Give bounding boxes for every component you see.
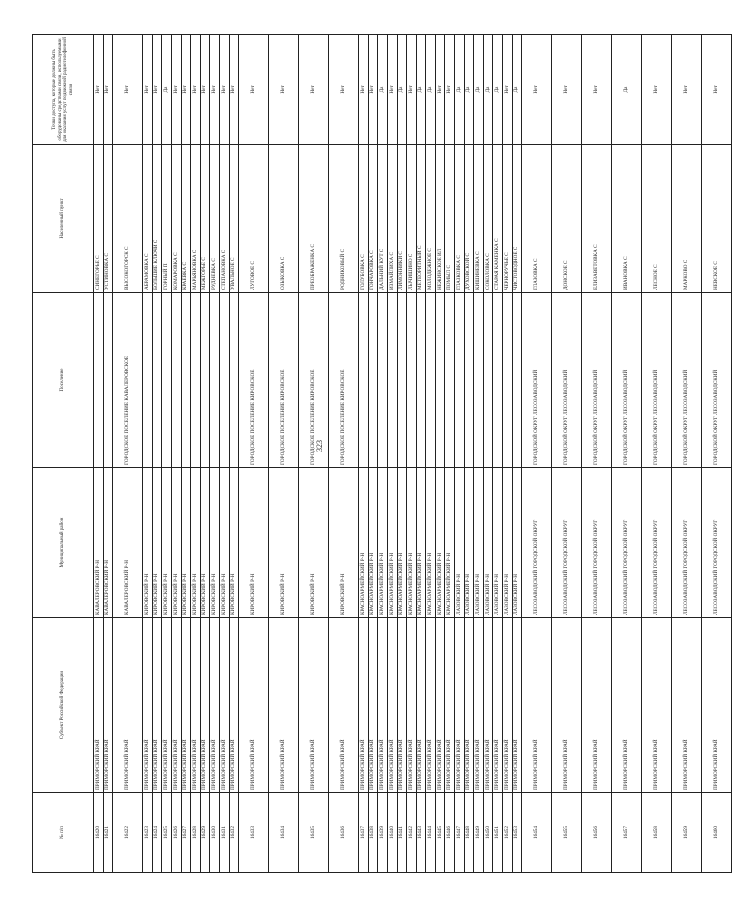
- cell-subject: ПРИМОРСКИЙ КРАЙ: [152, 618, 162, 793]
- cell-access: Нет: [407, 35, 417, 145]
- cell-settlement: [191, 293, 201, 468]
- cell-access: Да: [493, 35, 503, 145]
- cell-district: ЛЕСОЗАВОДСКИЙ ГОРОДСКОЙ ОКРУГ: [522, 468, 552, 618]
- cell-settlement: [171, 293, 181, 468]
- cell-num: 16457: [612, 793, 642, 873]
- cell-locality: ЛУГОВОЕ С: [239, 145, 269, 293]
- cell-access: Нет: [94, 35, 104, 145]
- table-row: [416, 35, 426, 873]
- cell-subject: ПРИМОРСКИЙ КРАЙ: [702, 618, 732, 793]
- cell-district: КРАСНОАРМЕЙСКИЙ Р-Н: [387, 468, 397, 618]
- cell-district: ЛЕСОЗАВОДСКИЙ ГОРОДСКОЙ ОКРУГ: [642, 468, 672, 618]
- cell-locality: СТАРАЯ КАМЕНКА С: [493, 145, 503, 293]
- cell-settlement: [503, 293, 513, 468]
- cell-district: КРАСНОАРМЕЙСКИЙ Р-Н: [397, 468, 407, 618]
- cell-num: 16454: [522, 793, 552, 873]
- cell-access: Нет: [552, 35, 582, 145]
- cell-settlement: [143, 293, 153, 468]
- cell-district: КИРОВСКИЙ Р-Н: [181, 468, 191, 618]
- table-row: [474, 35, 484, 873]
- cell-district: ЛАЗОВСКИЙ Р-Н: [483, 468, 493, 618]
- table-row: [464, 35, 474, 873]
- cell-locality: ДОНСКОЕ С: [552, 145, 582, 293]
- cell-settlement: ГОРОДСКОЕ ПОСЕЛЕНИЕ КИРОВСКОЕ: [299, 293, 329, 468]
- cell-access: Нет: [171, 35, 181, 145]
- cell-access: Нет: [359, 35, 369, 145]
- cell-settlement: [162, 293, 172, 468]
- cell-settlement: [152, 293, 162, 468]
- cell-subject: ПРИМОРСКИЙ КРАЙ: [229, 618, 239, 793]
- cell-num: 16430: [210, 793, 220, 873]
- cell-district: ЛЕСОЗАВОДСКИЙ ГОРОДСКОЙ ОКРУГ: [672, 468, 702, 618]
- cell-settlement: [445, 293, 455, 468]
- cell-access: Да: [612, 35, 642, 145]
- cell-num: 16435: [299, 793, 329, 873]
- cell-subject: ПРИМОРСКИЙ КРАЙ: [483, 618, 493, 793]
- cell-access: Нет: [143, 35, 153, 145]
- cell-num: 16429: [200, 793, 210, 873]
- cell-district: КИРОВСКИЙ Р-Н: [171, 468, 181, 618]
- table-row: [642, 35, 672, 873]
- cell-num: 16444: [426, 793, 436, 873]
- cell-settlement: ГОРОДСКОЙ ОКРУГ ЛЕСОЗАВОДСКИЙ: [612, 293, 642, 468]
- cell-settlement: [359, 293, 369, 468]
- cell-subject: ПРИМОРСКИЙ КРАЙ: [162, 618, 172, 793]
- cell-district: КИРОВСКИЙ Р-Н: [200, 468, 210, 618]
- cell-subject: ПРИМОРСКИЙ КРАЙ: [582, 618, 612, 793]
- cell-num: 16449: [474, 793, 484, 873]
- cell-district: ЛАЗОВСКИЙ Р-Н: [493, 468, 503, 618]
- table-row: [552, 35, 582, 873]
- cell-num: 16453: [512, 793, 522, 873]
- cell-settlement: ГОРОДСКОЙ ОКРУГ ЛЕСОЗАВОДСКИЙ: [552, 293, 582, 468]
- cell-locality: ГОНЧАРОВКА С: [368, 145, 378, 293]
- cell-district: КИРОВСКИЙ Р-Н: [219, 468, 229, 618]
- cell-subject: ПРИМОРСКИЙ КРАЙ: [435, 618, 445, 793]
- table-row: [483, 35, 493, 873]
- cell-subject: ПРИМОРСКИЙ КРАЙ: [239, 618, 269, 793]
- table-row: [426, 35, 436, 873]
- cell-subject: ПРИМОРСКИЙ КРАЙ: [387, 618, 397, 793]
- cell-num: 16441: [397, 793, 407, 873]
- cell-district: ЛАЗОВСКИЙ Р-Н: [512, 468, 522, 618]
- cell-locality: УВАЛЬНОЕ С: [229, 145, 239, 293]
- table-row: [445, 35, 455, 873]
- cell-locality: ГОРНЫЙ П: [162, 145, 172, 293]
- cell-access: Нет: [702, 35, 732, 145]
- cell-subject: ПРИМОРСКИЙ КРАЙ: [512, 618, 522, 793]
- cell-access: Нет: [329, 35, 359, 145]
- cell-num: 16439: [378, 793, 388, 873]
- locality-table: [32, 34, 732, 873]
- cell-access: Нет: [435, 35, 445, 145]
- table-row: [582, 35, 612, 873]
- cell-district: КИРОВСКИЙ Р-Н: [191, 468, 201, 618]
- cell-subject: ПРИМОРСКИЙ КРАЙ: [103, 618, 113, 793]
- cell-locality: КИШИНЕВКА С: [474, 145, 484, 293]
- cell-subject: ПРИМОРСКИЙ КРАЙ: [416, 618, 426, 793]
- cell-subject: ПРИМОРСКИЙ КРАЙ: [191, 618, 201, 793]
- cell-subject: ПРИМОРСКИЙ КРАЙ: [269, 618, 299, 793]
- header-access: Точки доступа, которые должны быть оборудованы средствами связи, используемыми для оказания услуг подвижной радиотелефонной связи: [33, 35, 94, 145]
- table-row: [219, 35, 229, 873]
- cell-settlement: ГОРОДСКОЕ ПОСЕЛЕНИЕ КИРОВСКОЕ: [269, 293, 299, 468]
- cell-access: Нет: [269, 35, 299, 145]
- cell-settlement: [219, 293, 229, 468]
- cell-locality: СИНЕГОРЬЕ С: [94, 145, 104, 293]
- cell-num: 16460: [702, 793, 732, 873]
- cell-locality: МЕЖГОРЬЕ С: [200, 145, 210, 293]
- cell-district: ЛЕСОЗАВОДСКИЙ ГОРОДСКОЙ ОКРУГ: [582, 468, 612, 618]
- cell-access: Нет: [103, 35, 113, 145]
- cell-num: 16426: [171, 793, 181, 873]
- cell-district: КРАСНОАРМЕЙСКИЙ Р-Н: [407, 468, 417, 618]
- table-row: [299, 35, 329, 873]
- cell-num: 16455: [552, 793, 582, 873]
- cell-subject: ПРИМОРСКИЙ КРАЙ: [210, 618, 220, 793]
- cell-district: КРАСНОАРМЕЙСКИЙ Р-Н: [435, 468, 445, 618]
- cell-locality: ЛИМОННИКИ С: [397, 145, 407, 293]
- cell-locality: ГЛАЗОВКА С: [522, 145, 552, 293]
- cell-locality: РУДНЕВКА С: [210, 145, 220, 293]
- cell-settlement: [407, 293, 417, 468]
- cell-locality: ЕЛИЗАВЕТОВКА С: [582, 145, 612, 293]
- cell-settlement: [210, 293, 220, 468]
- table-row: [522, 35, 552, 873]
- cell-access: Нет: [368, 35, 378, 145]
- cell-access: Да: [512, 35, 522, 145]
- table-row: [702, 35, 732, 873]
- cell-access: Нет: [181, 35, 191, 145]
- cell-subject: ПРИМОРСКИЙ КРАЙ: [474, 618, 484, 793]
- cell-settlement: [378, 293, 388, 468]
- cell-subject: ПРИМОРСКИЙ КРАЙ: [612, 618, 642, 793]
- cell-access: Нет: [642, 35, 672, 145]
- cell-district: КИРОВСКИЙ Р-Н: [162, 468, 172, 618]
- header-district: Муниципальный район: [33, 468, 94, 618]
- cell-access: Нет: [113, 35, 143, 145]
- table-row: [229, 35, 239, 873]
- cell-locality: МЕТЕОРИТНЫЙ С: [416, 145, 426, 293]
- cell-num: 16436: [329, 793, 359, 873]
- cell-locality: НЕЖИНСКОЕ ИЛ: [435, 145, 445, 293]
- cell-settlement: [94, 293, 104, 468]
- cell-num: 16434: [269, 793, 299, 873]
- cell-subject: ПРИМОРСКИЙ КРАЙ: [426, 618, 436, 793]
- cell-access: Нет: [210, 35, 220, 145]
- cell-subject: ПРИМОРСКИЙ КРАЙ: [672, 618, 702, 793]
- cell-access: Да: [426, 35, 436, 145]
- cell-access: Нет: [582, 35, 612, 145]
- cell-settlement: [416, 293, 426, 468]
- cell-settlement: [181, 293, 191, 468]
- cell-num: 16437: [359, 793, 369, 873]
- cell-subject: ПРИМОРСКИЙ КРАЙ: [171, 618, 181, 793]
- cell-locality: ПОМЫЛ С: [445, 145, 455, 293]
- cell-locality: ВЫСОКОГОРСК С: [113, 145, 143, 293]
- cell-subject: ПРИМОРСКИЙ КРАЙ: [397, 618, 407, 793]
- cell-access: Нет: [503, 35, 513, 145]
- table-row: [493, 35, 503, 873]
- cell-locality: ГОЛУБОВКА С: [359, 145, 369, 293]
- cell-district: КИРОВСКИЙ Р-Н: [143, 468, 153, 618]
- table-row: [171, 35, 181, 873]
- cell-subject: ПРИМОРСКИЙ КРАЙ: [219, 618, 229, 793]
- cell-settlement: ГОРОДСКОЙ ОКРУГ ЛЕСОЗАВОДСКИЙ: [702, 293, 732, 468]
- cell-access: Да: [464, 35, 474, 145]
- cell-locality: ЧЕРНОРУЧЬЕ С: [503, 145, 513, 293]
- table-row: [210, 35, 220, 873]
- cell-locality: ЧИСТОВОДНОЕ С: [512, 145, 522, 293]
- cell-subject: ПРИМОРСКИЙ КРАЙ: [407, 618, 417, 793]
- cell-access: Нет: [387, 35, 397, 145]
- cell-subject: ПРИМОРСКИЙ КРАЙ: [503, 618, 513, 793]
- cell-num: 16442: [407, 793, 417, 873]
- cell-access: Нет: [445, 35, 455, 145]
- cell-locality: БОЛЬШИЕ КЛЮЧИ С: [152, 145, 162, 293]
- page-number: 323: [315, 440, 324, 452]
- cell-settlement: [435, 293, 445, 468]
- cell-settlement: [464, 293, 474, 468]
- table-row: [94, 35, 104, 873]
- cell-district: КИРОВСКИЙ Р-Н: [229, 468, 239, 618]
- cell-subject: ПРИМОРСКИЙ КРАЙ: [143, 618, 153, 793]
- cell-settlement: ГОРОДСКОЕ ПОСЕЛЕНИЕ КИРОВСКОЕ: [239, 293, 269, 468]
- cell-access: Нет: [152, 35, 162, 145]
- table-row: [103, 35, 113, 873]
- cell-subject: ПРИМОРСКИЙ КРАЙ: [378, 618, 388, 793]
- cell-num: 16447: [455, 793, 465, 873]
- rotated-table-container: [32, 35, 720, 873]
- cell-num: 16427: [181, 793, 191, 873]
- cell-settlement: [483, 293, 493, 468]
- cell-locality: ДУХОВСКОЙ С: [464, 145, 474, 293]
- cell-num: 16443: [416, 793, 426, 873]
- cell-num: 16458: [642, 793, 672, 873]
- cell-settlement: ГОРОДСКОЙ ОКРУГ ЛЕСОЗАВОДСКИЙ: [582, 293, 612, 468]
- cell-num: 16451: [493, 793, 503, 873]
- cell-district: КИРОВСКИЙ Р-Н: [329, 468, 359, 618]
- table-row: [113, 35, 143, 873]
- cell-access: Нет: [219, 35, 229, 145]
- cell-num: 16422: [113, 793, 143, 873]
- cell-settlement: [493, 293, 503, 468]
- cell-locality: ИЗМАЙЛИХА С: [387, 145, 397, 293]
- cell-locality: НЕВСКОЕ С: [702, 145, 732, 293]
- table-row: [407, 35, 417, 873]
- cell-locality: ЛЫЧИШИНО С: [407, 145, 417, 293]
- header-num: № п/п: [33, 793, 94, 873]
- cell-district: ЛАЗОВСКИЙ Р-Н: [464, 468, 474, 618]
- cell-locality: ЛЕСНОЕ С: [642, 145, 672, 293]
- cell-settlement: [512, 293, 522, 468]
- cell-locality: ПРЕОБРАЖЕНКА С: [299, 145, 329, 293]
- cell-access: Да: [455, 35, 465, 145]
- cell-district: КРАСНОАРМЕЙСКИЙ Р-Н: [359, 468, 369, 618]
- cell-locality: ДАЛЬНИЙ КУТ С: [378, 145, 388, 293]
- cell-locality: АБРАМОВКА С: [143, 145, 153, 293]
- cell-district: ЛЕСОЗАВОДСКИЙ ГОРОДСКОЙ ОКРУГ: [552, 468, 582, 618]
- cell-locality: МОЛОДЕЖНОЕ С: [426, 145, 436, 293]
- cell-locality: СОКОЛОВКА С: [483, 145, 493, 293]
- cell-district: КИРОВСКИЙ Р-Н: [299, 468, 329, 618]
- cell-access: Да: [483, 35, 493, 145]
- cell-num: 16425: [162, 793, 172, 873]
- cell-locality: УСТИНОВКА С: [103, 145, 113, 293]
- cell-locality: КОМАРОВКА С: [171, 145, 181, 293]
- cell-num: 16420: [94, 793, 104, 873]
- cell-district: КАВАЛЕРОВСКИЙ Р-Н: [94, 468, 104, 618]
- cell-num: 16433: [239, 793, 269, 873]
- cell-num: 16440: [387, 793, 397, 873]
- cell-access: Да: [378, 35, 388, 145]
- cell-access: Да: [416, 35, 426, 145]
- table-body: [94, 35, 732, 873]
- table-row: [329, 35, 359, 873]
- table-row: [162, 35, 172, 873]
- cell-subject: ПРИМОРСКИЙ КРАЙ: [359, 618, 369, 793]
- header-locality: Населенный пункт: [33, 145, 94, 293]
- cell-district: КАВАЛЕРОВСКИЙ Р-Н: [113, 468, 143, 618]
- cell-district: КИРОВСКИЙ Р-Н: [269, 468, 299, 618]
- cell-num: 16424: [152, 793, 162, 873]
- cell-num: 16423: [143, 793, 153, 873]
- cell-district: ЛЕСОЗАВОДСКИЙ ГОРОДСКОЙ ОКРУГ: [612, 468, 642, 618]
- cell-num: 16445: [435, 793, 445, 873]
- cell-access: Нет: [229, 35, 239, 145]
- cell-subject: ПРИМОРСКИЙ КРАЙ: [200, 618, 210, 793]
- cell-subject: ПРИМОРСКИЙ КРАЙ: [113, 618, 143, 793]
- cell-settlement: [387, 293, 397, 468]
- cell-district: ЛЕСОЗАВОДСКИЙ ГОРОДСКОЙ ОКРУГ: [702, 468, 732, 618]
- cell-locality: РОДНИКОВЫЙ С: [329, 145, 359, 293]
- cell-settlement: ГОРОДСКОЙ ОКРУГ ЛЕСОЗАВОДСКИЙ: [522, 293, 552, 468]
- cell-district: КИРОВСКИЙ Р-Н: [210, 468, 220, 618]
- cell-num: 16452: [503, 793, 513, 873]
- cell-access: Да: [397, 35, 407, 145]
- table-row: [359, 35, 369, 873]
- cell-access: Нет: [672, 35, 702, 145]
- cell-num: 16446: [445, 793, 455, 873]
- cell-num: 16431: [219, 793, 229, 873]
- cell-subject: ПРИМОРСКИЙ КРАЙ: [299, 618, 329, 793]
- cell-settlement: [103, 293, 113, 468]
- table-row: [191, 35, 201, 873]
- table-row: [368, 35, 378, 873]
- cell-district: ЛАЗОВСКИЙ Р-Н: [455, 468, 465, 618]
- cell-subject: ПРИМОРСКИЙ КРАЙ: [642, 618, 672, 793]
- cell-settlement: ГОРОДСКОЕ ПОСЕЛЕНИЕ КАВАЛЕРОВСКОЕ: [113, 293, 143, 468]
- cell-subject: ПРИМОРСКИЙ КРАЙ: [455, 618, 465, 793]
- cell-district: КИРОВСКИЙ Р-Н: [152, 468, 162, 618]
- cell-district: КРАСНОАРМЕЙСКИЙ Р-Н: [426, 468, 436, 618]
- table-row: [143, 35, 153, 873]
- cell-district: ЛАЗОВСКИЙ Р-Н: [503, 468, 513, 618]
- cell-access: Нет: [200, 35, 210, 145]
- table-row: [455, 35, 465, 873]
- table-row: [397, 35, 407, 873]
- cell-settlement: [229, 293, 239, 468]
- cell-settlement: ГОРОДСКОЙ ОКРУГ ЛЕСОЗАВОДСКИЙ: [672, 293, 702, 468]
- cell-access: Да: [162, 35, 172, 145]
- cell-settlement: [368, 293, 378, 468]
- cell-settlement: [200, 293, 210, 468]
- table-row: [672, 35, 702, 873]
- cell-num: 16438: [368, 793, 378, 873]
- cell-access: Нет: [522, 35, 552, 145]
- table-row: [269, 35, 299, 873]
- table-row: [152, 35, 162, 873]
- cell-district: КАВАЛЕРОВСКИЙ Р-Н: [103, 468, 113, 618]
- table-row: [612, 35, 642, 873]
- cell-subject: ПРИМОРСКИЙ КРАЙ: [522, 618, 552, 793]
- cell-settlement: [455, 293, 465, 468]
- cell-access: Нет: [239, 35, 269, 145]
- cell-locality: СТЕПАНОВКА С: [219, 145, 229, 293]
- cell-subject: ПРИМОРСКИЙ КРАЙ: [181, 618, 191, 793]
- cell-locality: ГЛАЗКОВКА С: [455, 145, 465, 293]
- cell-access: Да: [474, 35, 484, 145]
- cell-district: КРАСНОАРМЕЙСКИЙ Р-Н: [378, 468, 388, 618]
- table-row: [503, 35, 513, 873]
- cell-district: КИРОВСКИЙ Р-Н: [239, 468, 269, 618]
- cell-num: 16450: [483, 793, 493, 873]
- cell-subject: ПРИМОРСКИЙ КРАЙ: [368, 618, 378, 793]
- cell-locality: КРАЕВКА С: [181, 145, 191, 293]
- table-row: [435, 35, 445, 873]
- cell-locality: МАРКОВО С: [672, 145, 702, 293]
- cell-subject: ПРИМОРСКИЙ КРАЙ: [552, 618, 582, 793]
- cell-num: 16428: [191, 793, 201, 873]
- table-row: [378, 35, 388, 873]
- cell-locality: МАРЬЯНОВКА С: [191, 145, 201, 293]
- cell-subject: ПРИМОРСКИЙ КРАЙ: [329, 618, 359, 793]
- cell-subject: ПРИМОРСКИЙ КРАЙ: [493, 618, 503, 793]
- header-subject: Субъект Российской Федерации: [33, 618, 94, 793]
- cell-settlement: ГОРОДСКОЕ ПОСЕЛЕНИЕ КИРОВСКОЕ: [329, 293, 359, 468]
- table-row: [512, 35, 522, 873]
- cell-num: 16432: [229, 793, 239, 873]
- cell-district: КРАСНОАРМЕЙСКИЙ Р-Н: [416, 468, 426, 618]
- cell-num: 16448: [464, 793, 474, 873]
- cell-settlement: [397, 293, 407, 468]
- cell-district: КРАСНОАРМЕЙСКИЙ Р-Н: [445, 468, 455, 618]
- cell-district: КРАСНОАРМЕЙСКИЙ Р-Н: [368, 468, 378, 618]
- cell-access: Нет: [191, 35, 201, 145]
- table-row: [181, 35, 191, 873]
- cell-subject: ПРИМОРСКИЙ КРАЙ: [445, 618, 455, 793]
- cell-num: 16459: [672, 793, 702, 873]
- cell-access: Нет: [299, 35, 329, 145]
- cell-subject: ПРИМОРСКИЙ КРАЙ: [94, 618, 104, 793]
- cell-settlement: [426, 293, 436, 468]
- cell-locality: ИВАНОВКА С: [612, 145, 642, 293]
- header-settlement: Поселение: [33, 293, 94, 468]
- table-row: [239, 35, 269, 873]
- cell-num: 16456: [582, 793, 612, 873]
- cell-subject: ПРИМОРСКИЙ КРАЙ: [464, 618, 474, 793]
- table-header-row: [33, 35, 94, 873]
- cell-num: 16421: [103, 793, 113, 873]
- table-row: [200, 35, 210, 873]
- cell-settlement: ГОРОДСКОЙ ОКРУГ ЛЕСОЗАВОДСКИЙ: [642, 293, 672, 468]
- cell-locality: ОЗЫКОВКА С: [269, 145, 299, 293]
- table-row: [387, 35, 397, 873]
- cell-settlement: [474, 293, 484, 468]
- cell-district: ЛАЗОВСКИЙ Р-Н: [474, 468, 484, 618]
